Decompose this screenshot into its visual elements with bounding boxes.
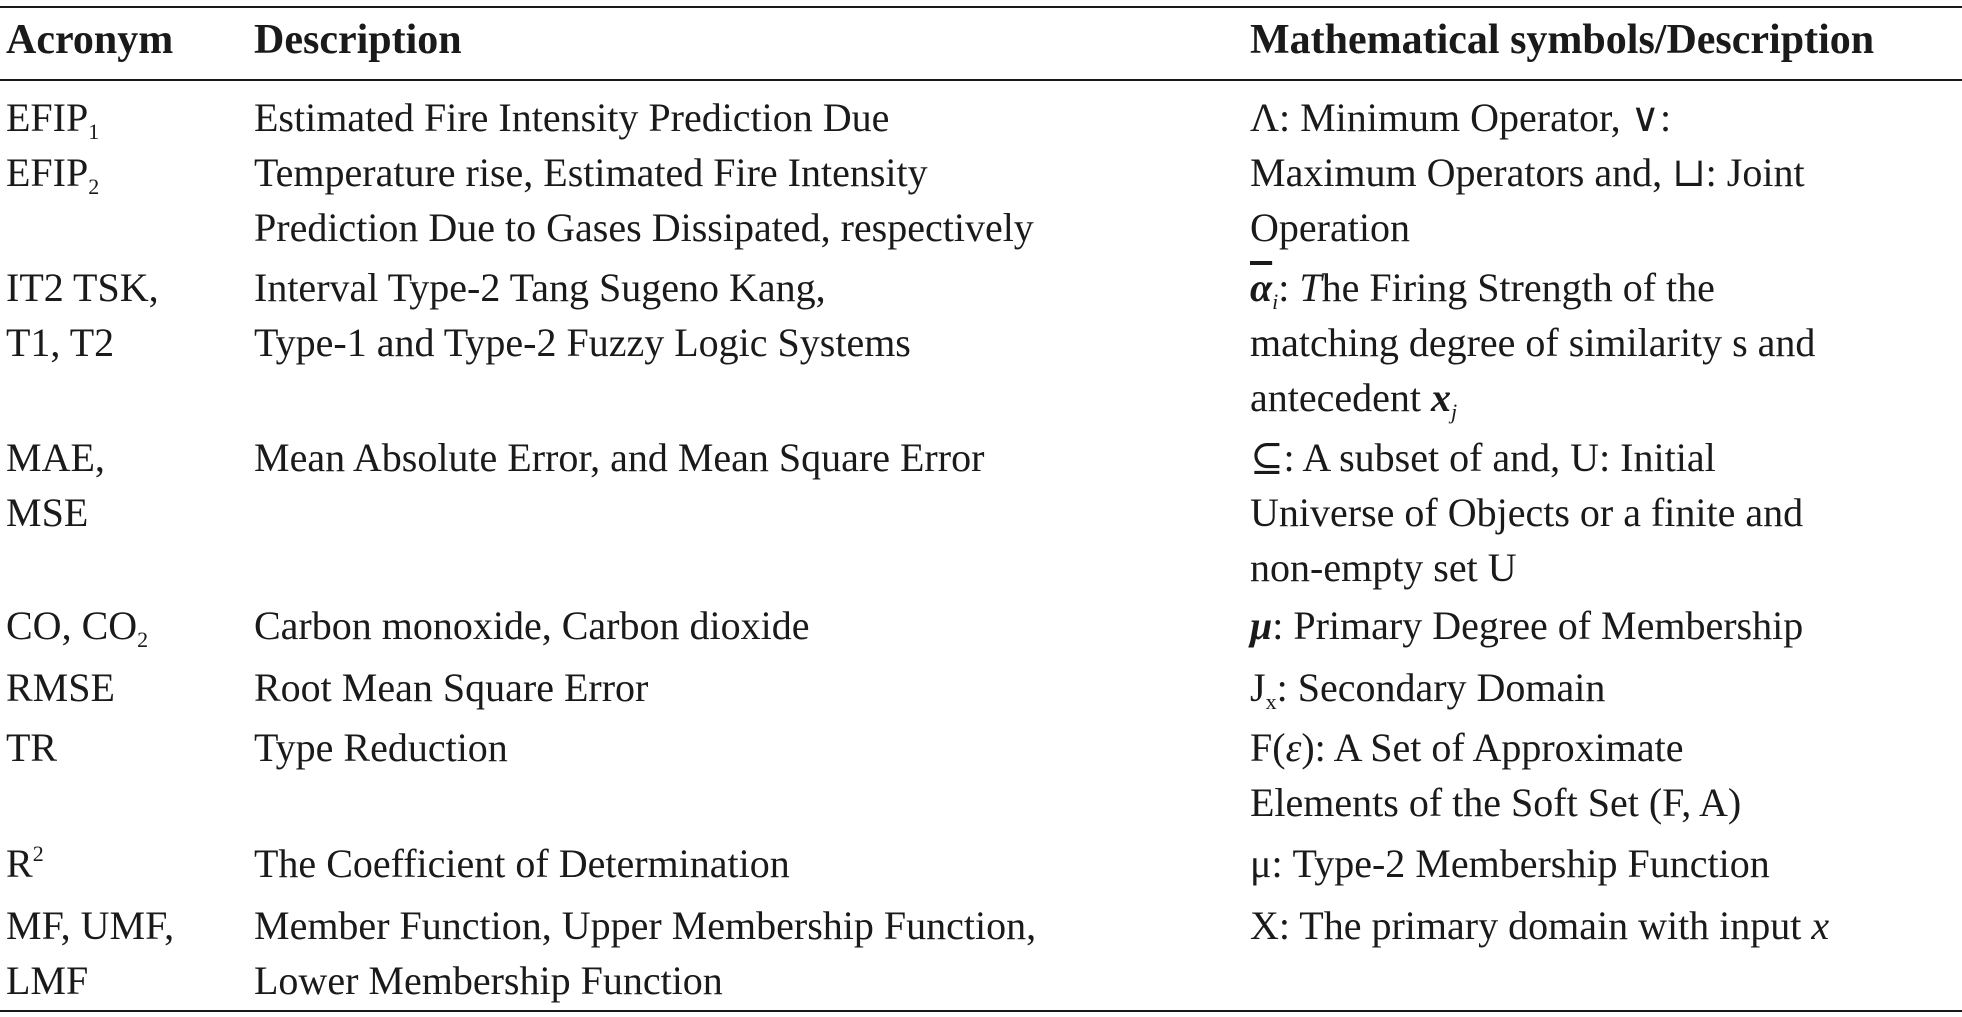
math-line: Λ: Minimum Operator, ∨: xyxy=(1250,95,1672,140)
acronym-line: RMSE xyxy=(6,665,115,710)
math-text: J xyxy=(1250,665,1266,710)
acronym-text: EFIP xyxy=(6,95,89,140)
header-math-symbols: Mathematical symbols/Description xyxy=(1250,17,1875,63)
alpha-subscript: i xyxy=(1272,289,1279,314)
variable-subscript: j xyxy=(1451,399,1458,424)
math-line: ⊆: A subset of and, U: Initial xyxy=(1250,435,1716,480)
math-line: non-empty set U xyxy=(1250,545,1517,590)
math-italic-t: T xyxy=(1299,265,1322,310)
mu-symbol: μ xyxy=(1250,603,1273,648)
acronym-subscript: 1 xyxy=(88,119,100,144)
description-line: Prediction Due to Gases Dissipated, respectively xyxy=(254,205,1034,250)
math-line: matching degree of similarity s and xyxy=(1250,320,1816,365)
acronym-cell xyxy=(6,720,246,775)
description-line: Member Function, Upper Membership Function, xyxy=(254,903,1037,948)
math-text: X: The primary domain with input xyxy=(1250,903,1812,948)
description-cell xyxy=(254,660,1234,715)
math-text: : Primary Degree of Membership xyxy=(1272,603,1804,648)
acronym-line: IT2 TSK, xyxy=(6,265,159,310)
acronym-cell xyxy=(6,898,246,1008)
acronym-line: MF, UMF, xyxy=(6,903,175,948)
math-text: ): A Set of Approximate xyxy=(1301,725,1684,770)
acronym-cell xyxy=(6,260,246,370)
acronym-cell xyxy=(6,430,246,540)
description-line: Mean Absolute Error, and Mean Square Error xyxy=(254,435,985,480)
acronym-superscript: 2 xyxy=(32,841,44,866)
description-line: Root Mean Square Error xyxy=(254,665,649,710)
acronym-line: TR xyxy=(6,725,58,770)
acronym-cell xyxy=(6,836,246,891)
math-subscript: x xyxy=(1265,689,1277,714)
math-text: F( xyxy=(1250,725,1286,770)
acronym-text: R xyxy=(6,841,33,886)
description-cell xyxy=(254,90,1234,255)
alpha-symbol: $\overline{\alpha}$ xyxy=(1250,265,1273,310)
description-cell xyxy=(254,598,1234,653)
math-cell xyxy=(1250,720,1962,830)
variable-x: x xyxy=(1811,903,1830,948)
description-line: Type-1 and Type-2 Fuzzy Logic Systems xyxy=(254,320,911,365)
header-acronym: Acronym xyxy=(6,17,174,63)
acronym-cell xyxy=(6,90,246,200)
math-cell xyxy=(1250,260,1962,425)
epsilon-symbol: ε xyxy=(1285,725,1302,770)
math-cell xyxy=(1250,898,1962,953)
description-line: Carbon monoxide, Carbon dioxide xyxy=(254,603,810,648)
description-line: Temperature rise, Estimated Fire Intensity xyxy=(254,150,928,195)
math-line: Universe of Objects or a finite and xyxy=(1250,490,1804,535)
acronym-line: MSE xyxy=(6,490,89,535)
acronym-line: MAE, xyxy=(6,435,105,480)
description-line: Type Reduction xyxy=(254,725,508,770)
acronym-cell xyxy=(6,660,246,715)
math-cell xyxy=(1250,90,1962,255)
math-line: Elements of the Soft Set (F, A) xyxy=(1250,780,1742,825)
description-cell xyxy=(254,898,1234,1008)
variable-x: x xyxy=(1431,375,1451,420)
acronym-line: LMF xyxy=(6,958,89,1003)
acronym-subscript: 2 xyxy=(88,174,100,199)
table-top-rule xyxy=(0,6,1962,8)
description-cell xyxy=(254,260,1234,370)
math-cell xyxy=(1250,598,1962,653)
description-cell xyxy=(254,430,1234,485)
math-text: antecedent xyxy=(1250,375,1431,420)
acronym-text: EFIP xyxy=(6,150,89,195)
description-line: Lower Membership Function xyxy=(254,958,723,1003)
math-line: Maximum Operators and, ⊔: Joint xyxy=(1250,150,1805,195)
description-cell xyxy=(254,720,1234,775)
acronym-cell xyxy=(6,598,246,653)
acronym-subscript: 2 xyxy=(137,627,149,652)
acronym-line: T1, T2 xyxy=(6,320,115,365)
math-cell xyxy=(1250,836,1962,891)
math-text: : Secondary Domain xyxy=(1276,665,1606,710)
math-line: μ: Type-2 Membership Function xyxy=(1250,841,1770,886)
math-cell xyxy=(1250,430,1962,595)
math-text: he Firing Strength of the xyxy=(1321,265,1715,310)
description-line: Interval Type-2 Tang Sugeno Kang, xyxy=(254,265,826,310)
math-cell xyxy=(1250,660,1962,715)
description-line: Estimated Fire Intensity Prediction Due xyxy=(254,95,890,140)
math-text: : xyxy=(1278,265,1300,310)
math-line: Operation xyxy=(1250,205,1410,250)
description-line: The Coefficient of Determination xyxy=(254,841,790,886)
header-description: Description xyxy=(254,17,462,63)
header-rule xyxy=(0,79,1962,81)
description-cell xyxy=(254,836,1234,891)
table-bottom-rule xyxy=(0,1010,1962,1012)
acronym-text: CO, CO xyxy=(6,603,138,648)
